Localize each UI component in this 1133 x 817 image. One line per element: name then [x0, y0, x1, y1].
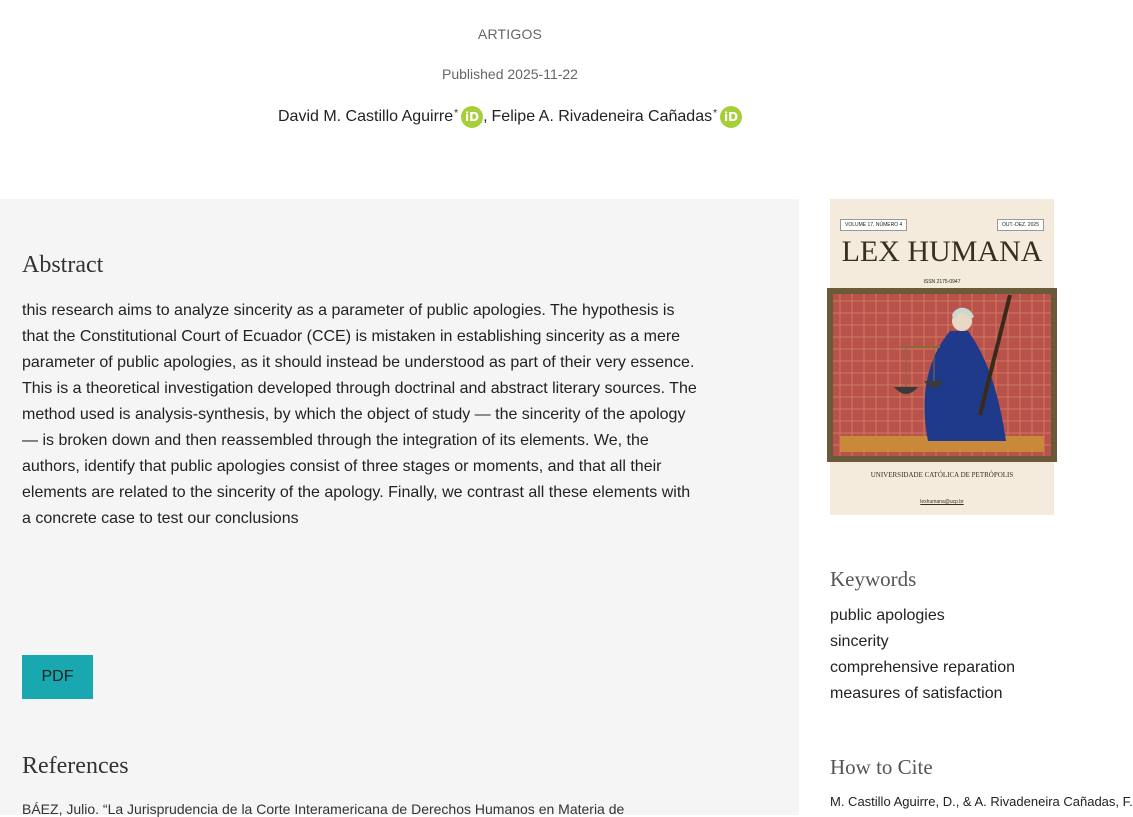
- orcid-icon[interactable]: iD: [720, 106, 742, 128]
- journal-cover-image[interactable]: [830, 199, 1054, 515]
- citation-text: M. Castillo Aguirre, D., & A. Rivadeneira Cañadas, F.: [830, 794, 1133, 809]
- cover-artwork: [830, 291, 1054, 459]
- cover-date: OUT.-DEZ. 2025: [997, 219, 1044, 231]
- published-date: Published 2025-11-22: [442, 66, 578, 82]
- keywords-heading: Keywords: [830, 567, 917, 591]
- affiliation-marker: *: [713, 107, 717, 119]
- author-name[interactable]: David M. Castillo Aguirre: [277, 108, 454, 125]
- keyword-item: comprehensive reparation: [830, 659, 1015, 676]
- keyword-item: public apologies: [830, 607, 945, 624]
- cover-url: lexhumana@ucp.br: [920, 499, 964, 505]
- abstract-heading: Abstract: [22, 252, 104, 278]
- author-1[interactable]: [278, 106, 483, 128]
- article-sidebar: [830, 199, 1133, 815]
- cover-issn: ISSN 2175-0947: [923, 279, 961, 285]
- pdf-button[interactable]: PDF: [22, 655, 93, 699]
- keyword-item: sincerity: [830, 633, 889, 650]
- author-name[interactable]: Felipe A. Rivadeneira Cañadas: [491, 108, 713, 125]
- cover-university: UNIVERSIDADE CATÓLICA DE PETRÓPOLIS: [870, 471, 1014, 479]
- abstract-text: this research aims to analyze sincerity as a parameter of public apologies. The hypothesis is that the Constitutional Court of Ecuador (CCE) is mistaken in establishing sincerity as a mere parameter of public apologies, as it should instead be understood as part of their very essence. This is a theoretical investigation developed through doctrinal and abstract literary sources. The method used is analysis-synthesis, by which the object of study — the sincerity of the apology — is broken down and then reassembled through the integration of its elements. We, the authors, identify that public apologies consist of three stages or moments, and that all their elements are related to the sincerity of the apology. Finally, we contrast all these elements with a concrete case to test our conclusions: [22, 302, 697, 527]
- cover-volume: VOLUME 17, NÚMERO 4: [840, 219, 907, 231]
- article-header: [0, 0, 1080, 199]
- section-label: ARTIGOS: [477, 26, 543, 42]
- reference-item: BÁEZ, Julio. “La Jurisprudencia de la Corte Interamericana de Derechos Humanos en Materia de: [22, 801, 625, 817]
- cover-title: LEX HUMANA: [841, 235, 1043, 268]
- author-2[interactable]: [492, 106, 742, 128]
- affiliation-marker: *: [454, 107, 459, 119]
- references-heading: References: [22, 753, 129, 779]
- author-separator: ,: [483, 108, 488, 125]
- orcid-icon[interactable]: iD: [461, 106, 483, 128]
- article-main-panel: [0, 199, 799, 815]
- keywords-list: [830, 603, 1015, 707]
- how-to-cite-heading: How to Cite: [830, 755, 933, 779]
- keyword-item: measures of satisfaction: [830, 685, 1003, 702]
- author-list: [0, 106, 1020, 128]
